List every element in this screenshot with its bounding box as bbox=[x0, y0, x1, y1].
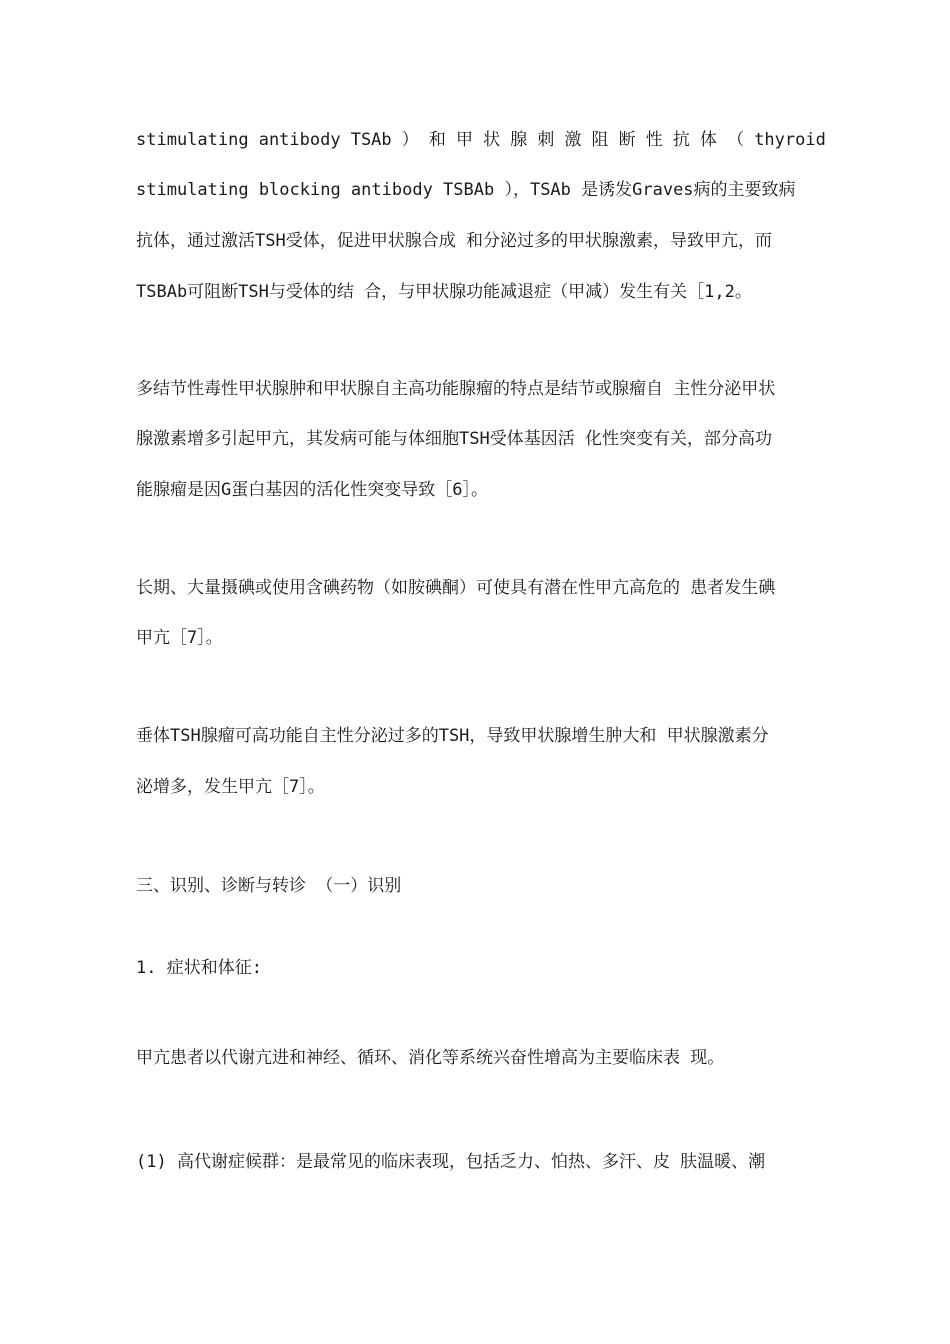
paragraph-3-line-2: 甲亢［7］。 bbox=[136, 628, 223, 648]
text-segment: 状 bbox=[483, 130, 501, 150]
paragraph-2-line-3: 能腺瘤是因G蛋白基因的活化性突变导致［6］。 bbox=[136, 480, 488, 500]
paragraph-4-line-1: 垂体TSH腺瘤可高功能自主性分泌过多的TSH，导致甲状腺增生肿大和 甲状腺激素分 bbox=[136, 726, 769, 746]
text-segment: 抗 bbox=[672, 130, 690, 150]
text-segment: 腺 bbox=[510, 130, 528, 150]
text-segment: （ bbox=[727, 130, 745, 150]
text-segment: 阻 bbox=[591, 130, 609, 150]
text-segment: 性 bbox=[645, 130, 663, 150]
paragraph-7-line-1: 甲亢患者以代谢亢进和神经、循环、消化等系统兴奋性增高为主要临床表 现。 bbox=[136, 1048, 725, 1068]
text-segment: ） bbox=[401, 130, 419, 150]
paragraph-1-line-2: stimulating blocking antibody TSBAb ），TSAb 是诱发Graves病的主要致病 bbox=[136, 180, 796, 200]
paragraph-1-line-4: TSBAb可阻断TSH与受体的结 合，与甲状腺功能减退症（甲减）发生有关［1,2。 bbox=[136, 282, 752, 302]
paragraph-1-line-3: 抗体，通过激活TSH受体，促进甲状腺合成 和分泌过多的甲状腺激素，导致甲亢，而 bbox=[136, 231, 772, 251]
text-segment: 和 bbox=[428, 130, 446, 150]
text-segment: 激 bbox=[564, 130, 582, 150]
text-segment: 体 bbox=[699, 130, 717, 150]
paragraph-3-line-1: 长期、大量摄碘或使用含碘药物（如胺碘酮）可使具有潜在性甲亢高危的 患者发生碘 bbox=[136, 578, 776, 598]
text-segment: 甲 bbox=[455, 130, 473, 150]
text-segment: 断 bbox=[618, 130, 636, 150]
text-segment: TSAb bbox=[350, 130, 392, 150]
text-segment: 刺 bbox=[537, 130, 555, 150]
paragraph-1-line-1 bbox=[136, 128, 826, 152]
section-heading: 三、识别、诊断与转诊 （一）识别 bbox=[136, 876, 402, 896]
text-segment: antibody bbox=[258, 130, 341, 150]
text-segment: thyroid bbox=[754, 130, 826, 150]
text-segment: stimulating bbox=[136, 130, 249, 150]
paragraph-8-line-1: (1) 高代谢症候群：是最常见的临床表现，包括乏力、怕热、多汗、皮 肤温暖、潮 bbox=[136, 1152, 766, 1172]
subsection-heading: 1. 症状和体征: bbox=[136, 958, 262, 978]
paragraph-4-line-2: 泌增多，发生甲亢［7］。 bbox=[136, 777, 325, 797]
paragraph-2-line-2: 腺激素增多引起甲亢，其发病可能与体细胞TSH受体基因活 化性突变有关，部分高功 bbox=[136, 429, 772, 449]
paragraph-2-line-1: 多结节性毒性甲状腺肿和甲状腺自主高功能腺瘤的特点是结节或腺瘤自 主性分泌甲状 bbox=[136, 379, 776, 399]
